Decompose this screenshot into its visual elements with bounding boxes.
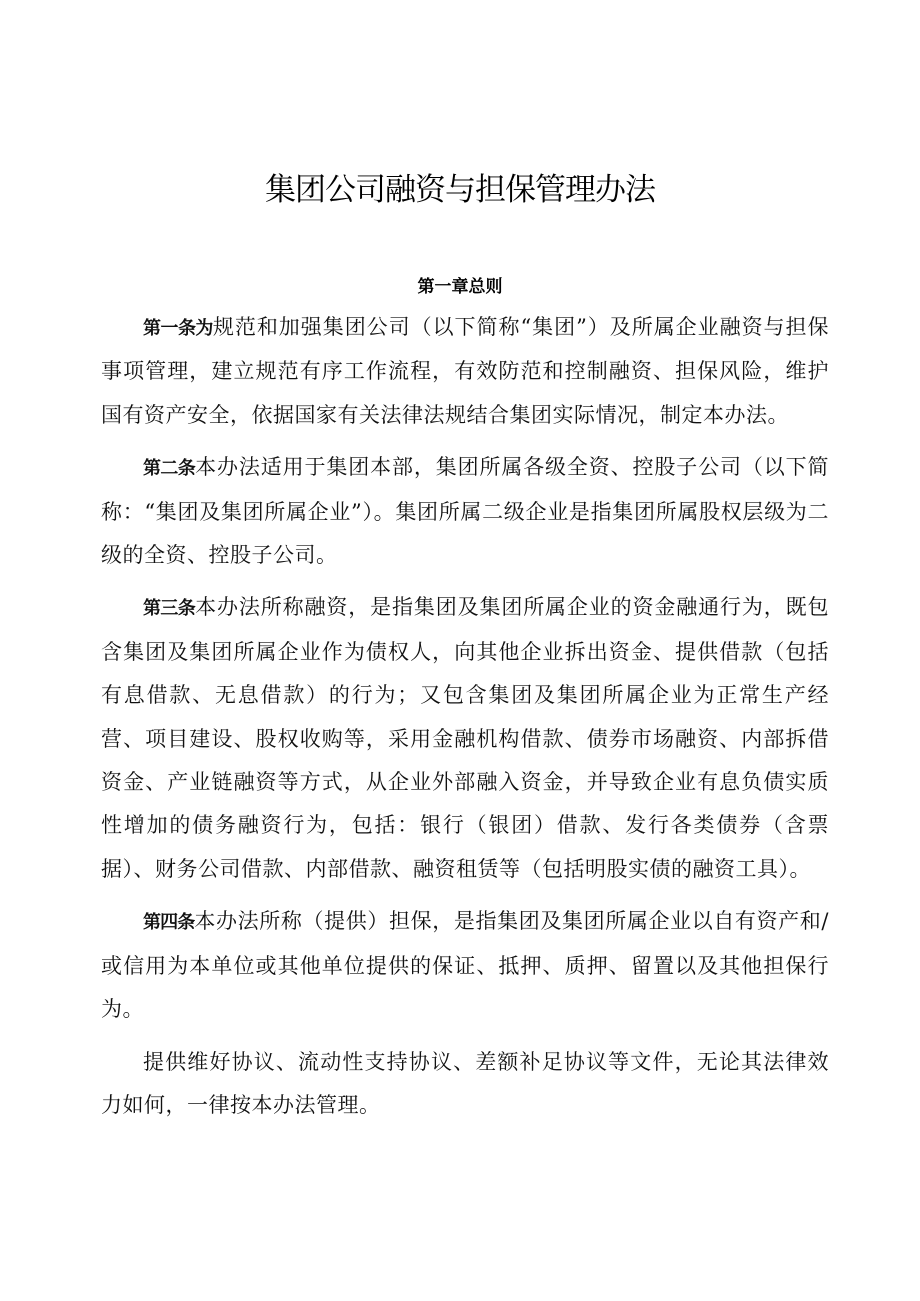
- article-4-note: 提供维好协议、流动性支持协议、差额补足协议等文件，无论其法律效力如何，一律按本办法管理。: [101, 1049, 829, 1117]
- article-label: 第一条为: [143, 318, 213, 339]
- article-label: 第四条: [143, 912, 195, 934]
- article-4: [101, 900, 829, 1031]
- document-title: 集团公司融资与担保管理办法: [265, 172, 655, 208]
- document-body: [101, 306, 829, 1127]
- article-label: 第三条: [143, 598, 196, 620]
- article-2: [101, 446, 829, 577]
- article-label: 第二条: [143, 458, 196, 480]
- article-text: 规范和加强集团公司（以下简称“集团”）及所属企业融资与担保事项管理，建立规范有序工作流程，有效防范和控制融资、担保风险，维护国有资产安全，依据国家有关法律法规结合集团实际情况，制定本办法。: [101, 315, 829, 427]
- article-text: 本办法所称融资，是指集团及集团所属企业的资金融通行为，既包含集团及集团所属企业作为债权人，向其他企业拆出资金、提供借款（包括有息借款、无息借款）的行为；又包含集团及集团所属企业为正常生产经营、项目建设、股权收购等，采用金融机构借款、债券市场融资、内部拆借资金、产业链融资等方式，从企业外部融入资金，并导致企业有息负债实质性增加的债务融资行为，包括：银行（银团）借款、发行各类债券（含票据）、财务公司借款、内部借款、融资租赁等（包括明股实债的融资工具）。: [101, 595, 830, 881]
- article-text: 本办法所称（提供）担保，是指集团及集团所属企业以自有资产和/或信用为本单位或其他单位提供的保证、抵押、质押、留置以及其他担保行为。: [101, 909, 830, 1022]
- chapter-heading: 第一章总则: [417, 277, 503, 297]
- article-text: 本办法适用于集团本部，集团所属各级全资、控股子公司（以下简称：“集团及集团所属企业”）。集团所属二级企业是指集团所属股权层级为二级的全资、控股子公司。: [101, 455, 830, 568]
- article-3: [101, 586, 829, 891]
- article-1: [101, 306, 829, 437]
